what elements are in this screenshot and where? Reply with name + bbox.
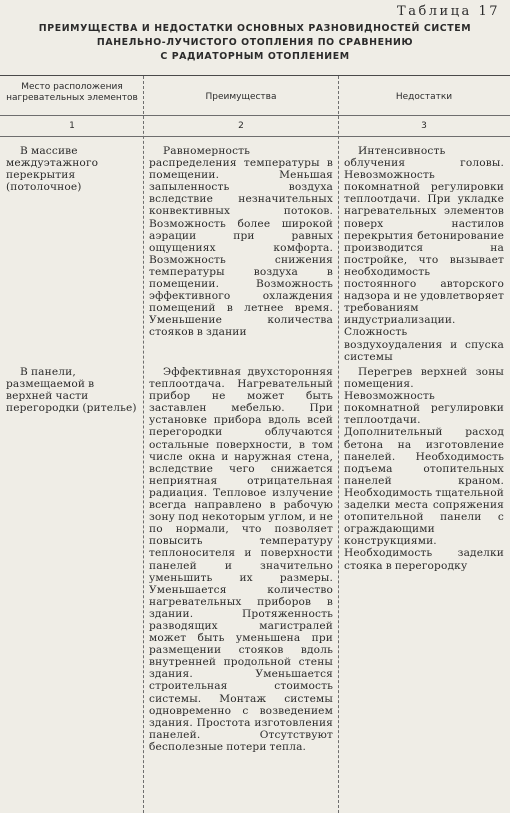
column-header-location: Место расположения нагревательных элементов (6, 82, 138, 103)
header-divider (0, 115, 510, 116)
row-disadvantages-partition: Перегрев верхней зоны помещения. Невозможность покомнатной регулировки теплоотдачи. Дополнительный расход бетона на изготовление панелей. Необходимость подъема отопительных панелей краном. Необходимость тщательной заделки места сопряжения отопительной панели с ограждающими конструкциями. Необходимость заделки стояка в перегородку (344, 366, 504, 572)
table-title-line: ПРЕИМУЩЕСТВА И НЕДОСТАТКИ ОСНОВНЫХ РАЗНОВИДНОСТЕЙ СИСТЕМ (38, 23, 472, 34)
column-number: 1 (69, 121, 75, 131)
row-location-partition: В панели, размещаемой в верхней части перегородки (рителье) (6, 366, 137, 415)
row-location-ceiling: В массиве междуэтажного перекрытия (потолочное) (6, 145, 99, 194)
column-header-advantages: Преимущества (205, 92, 277, 102)
table-title (4, 22, 506, 64)
row-advantages-ceiling: Равномерность распределения температуры в помещении. Меньшая запыленность воздуха вследствие незначительных конвективных потоков. Возможность более широкой аэрации при равных ощущениях комфорта. Возможность снижения температуры воздуха в помещении. Возможность эффективного охлаждения помещений в летнее время. Уменьшение количества стояков в здании (149, 145, 333, 339)
table-title-line: С РАДИАТОРНЫМ ОТОПЛЕНИЕМ (160, 51, 350, 62)
table-number: Таблица 17 (397, 4, 500, 19)
number-row-divider (0, 136, 510, 137)
column-divider (143, 76, 144, 813)
column-number: 2 (238, 121, 244, 131)
comparison-table (0, 75, 510, 813)
table-title-line: ПАНЕЛЬНО-ЛУЧИСТОГО ОТОПЛЕНИЯ ПО СРАВНЕНИЮ (96, 37, 414, 48)
column-number: 3 (421, 121, 427, 131)
row-disadvantages-ceiling: Интенсивность облучения головы. Невозможность покомнатной регулировки теплоотдачи. При укладке нагревательных элементов поверх настилов перекрытия бетонирование производится на постройке, что вызывает необходимость постоянного авторского надзора и не удовлетворяет требованиям индустриализации. Сложность воздухоудаления и спуска системы (344, 145, 504, 363)
row-advantages-partition: Эффективная двухсторонняя теплоотдача. Нагревательный прибор не может быть заставлен мебелью. При установке прибора вдоль всей перегородки облучаются остальные поверхности, в том числе окна и наружная стена, вследствие чего снижается неприятная отрицательная радиация. Тепловое излучение всегда направлено в рабочую зону под некоторым углом, и не по нормали, что позволяет повысить температуру теплоносителя и поверхности панелей и значительно уменьшить их размеры. Уменьшается количество нагревательных приборов в здании. Протяженность разводящих магистралей может быть уменьшена при размещении стояков вдоль внутренней продольной стены здания. Уменьшается строительная стоимость системы. Монтаж системы одновременно с возведением здания. Простота изготовления панелей. Отсутствуют бесполезные потери тепла. (149, 366, 333, 753)
column-header-disadvantages: Недостатки (395, 92, 453, 102)
column-divider (338, 76, 339, 813)
